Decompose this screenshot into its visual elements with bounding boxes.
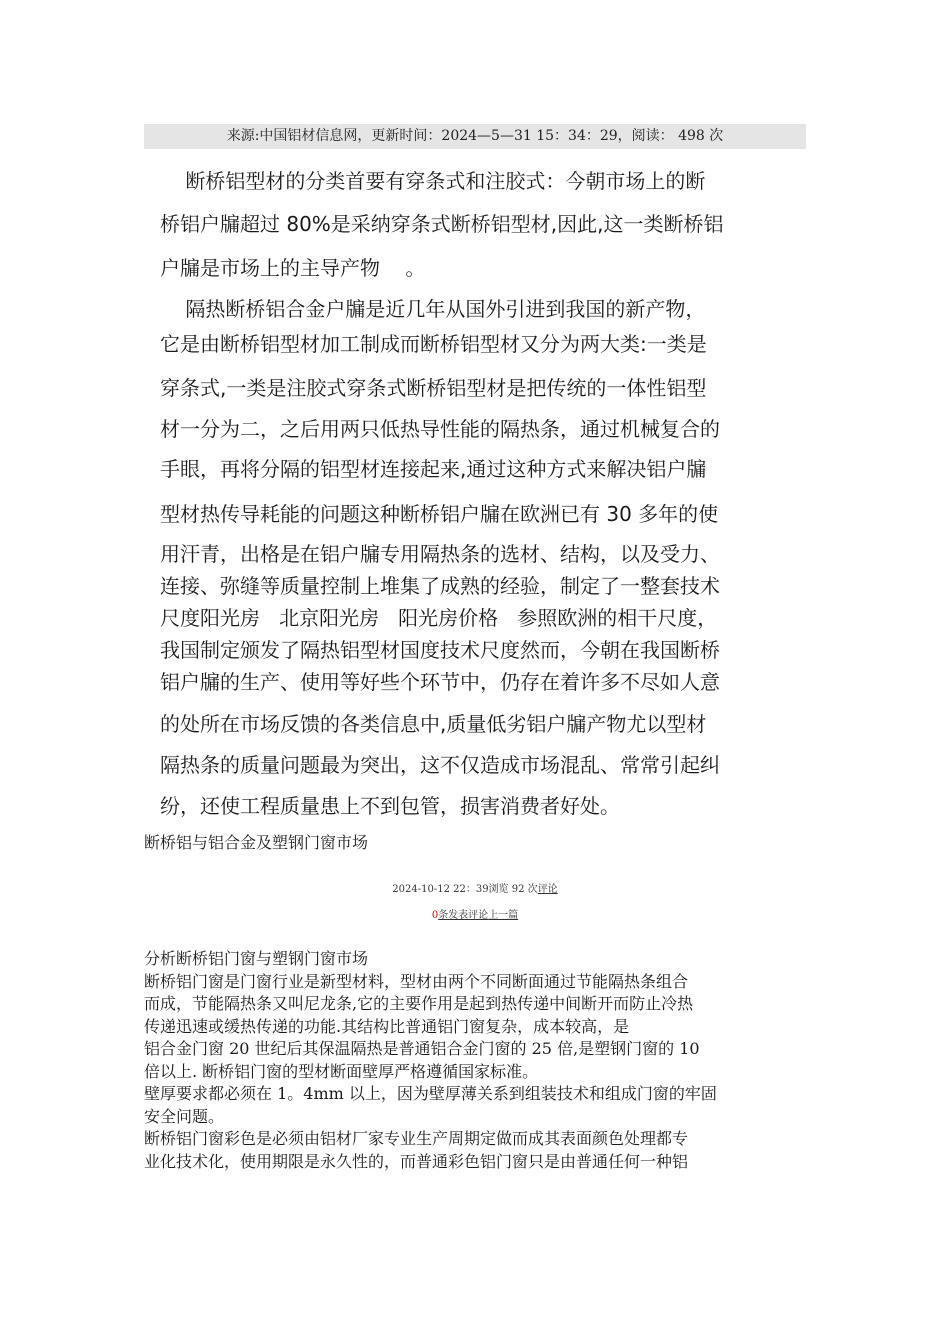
paragraph-line: 断桥铝门窗彩色是必须由铝材厂家专业生产周期定做而成其表面颜色处理都专 xyxy=(144,1129,689,1148)
paragraph-line: 它是由断桥铝型材加工制成而断桥铝型材又分为两大类:一类是 xyxy=(160,332,707,356)
post-date: 2024-10-12 22：39 xyxy=(392,884,489,895)
post-views: 浏览 92 次 xyxy=(488,884,538,895)
paragraph-line: 手眼，再将分隔的铝型材连接起来,通过这种方式来解决铝户牖 xyxy=(160,457,707,481)
post-comment-link[interactable]: 条发表评论 xyxy=(438,910,489,921)
previous-post-link[interactable]: 上一篇 xyxy=(488,910,519,921)
paragraph-line: 用汗青，出格是在铝户牖专用隔热条的选材、结构，以及受力、 xyxy=(160,542,720,566)
paragraph-line: 分析断桥铝门窗与塑钢门窗市场 xyxy=(144,949,369,968)
paragraph-line: 型材热传导耗能的问题这种断桥铝户牖在欧洲已有 30 多年的使 xyxy=(160,502,719,526)
paragraph-line: 的处所在市场反馈的各类信息中,质量低劣铝户牖产物尤以型材 xyxy=(160,712,707,736)
paragraph-line: 我国制定颁发了隔热铝型材国度技术尺度然而，今朝在我国断桥 xyxy=(160,638,720,662)
paragraph-line: 而成，节能隔热条又叫尼龙条,它的主要作用是起到热传递中间断开而防止冷热 xyxy=(144,994,694,1013)
paragraph-line: 业化技术化，使用期限是永久性的，而普通彩色铝门窗只是由普通任何一种铝 xyxy=(144,1151,689,1171)
paragraph-line: 铝合金门窗 20 世纪后其保温隔热是普通铝合金门窗的 25 倍,是塑钢门窗的 10 xyxy=(144,1039,700,1058)
paragraph-line: 断桥铝型材的分类首要有穿条式和注胶式：今朝市场上的断 xyxy=(160,169,706,193)
paragraph-line: 隔热断桥铝合金户牖是近几年从国外引进到我国的新产物， xyxy=(160,297,706,321)
article-meta-bar: 来源:中国铝材信息网，更新时间：2024—5—31 15：34：29，阅读： 498 次 xyxy=(144,124,806,149)
article-body-2 xyxy=(144,948,814,1173)
paragraph-line: 户牖是市场上的主导产物 。 xyxy=(160,256,426,280)
paragraph-line: 传递迅速或缓热传递的功能.其结构比普通铝门窗复杂，成本较高，是 xyxy=(144,1016,630,1036)
paragraph-line: 安全问题。 xyxy=(144,1106,225,1126)
section-title: 断桥铝与铝合金及塑钢门窗市场 xyxy=(144,833,369,852)
paragraph-line: 隔热条的质量问题最为突出，这不仅造成市场混乱、常常引起纠 xyxy=(160,753,720,777)
paragraph-line: 连接、弥缝等质量控制上堆集了成熟的经验，制定了一整套技术 xyxy=(160,574,720,598)
paragraph-line: 桥铝户牖超过 80%是采纳穿条式断桥铝型材,因此,这一类断桥铝 xyxy=(160,212,724,236)
paragraph-line: 尺度阳光房 北京阳光房 阳光房价格 参照欧洲的相干尺度， xyxy=(160,606,718,630)
paragraph-line: 断桥铝门窗是门窗行业是新型材料，型材由两个不同断面通过节能隔热条组合 xyxy=(144,971,689,991)
paragraph-line: 壁厚要求都必须在 1。4mm 以上，因为壁厚薄关系到组装技术和组成门窗的牢固 xyxy=(144,1084,717,1103)
comment-count: 0 xyxy=(431,910,439,921)
comment-link[interactable]: 评论 xyxy=(537,884,558,895)
paragraph-line: 穿条式,一类是注胶式穿条式断桥铝型材是把传统的一体性铝型 xyxy=(160,376,707,400)
post-links xyxy=(0,906,950,921)
paragraph-line: 铝户牖的生产、使用等好些个环节中，仍存在着许多不尽如人意 xyxy=(160,670,720,694)
paragraph-line: 倍以上. 断桥铝门窗的型材断面壁厚严格遵循国家标准。 xyxy=(144,1061,539,1081)
paragraph-line: 材一分为二，之后用两只低热导性能的隔热条，通过机械复合的 xyxy=(160,417,720,441)
paragraph-line: 纷，还使工程质量患上不到包管，损害消费者好处。 xyxy=(160,794,620,818)
post-meta xyxy=(0,880,950,895)
